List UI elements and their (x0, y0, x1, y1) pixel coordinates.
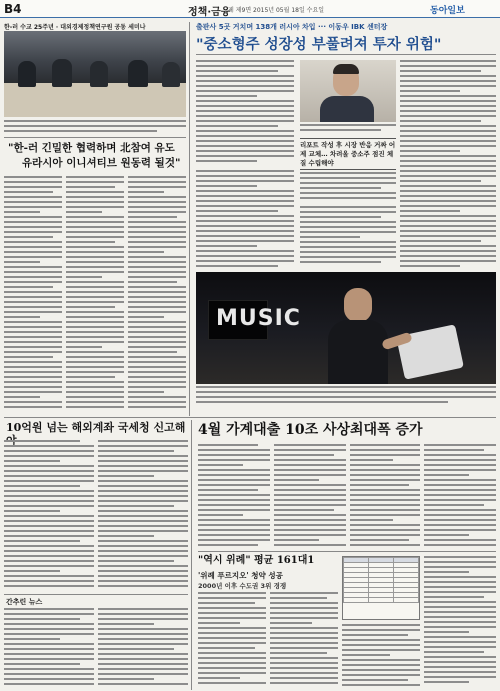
bottom-col-c (350, 444, 420, 548)
stage-caption (196, 386, 496, 414)
bottom-headline: 4월 가계대출 10조 사상최대폭 증가 (198, 422, 423, 438)
feature-rule (196, 54, 496, 55)
brief-col-b (98, 608, 188, 690)
data-table (343, 557, 419, 603)
column-divider-2 (191, 420, 192, 690)
left-headline-1: "한-러 긴밀한 협력하며 北참여 유도 (8, 142, 175, 154)
bottom-feature-subline: 2000년 이후 수도권 3위 경쟁 (198, 582, 287, 590)
feature-col-a2 (196, 170, 294, 270)
feature-col-b2 (300, 206, 396, 270)
bottom-feature-col-a (198, 592, 266, 690)
bottom-feature-col-d (424, 556, 496, 690)
page-number: B4 (4, 2, 22, 16)
feature-kicker: 출판사 5곳 거치며 138개 러시아 차입 ··· 이동우 IBK 센터장 (196, 23, 388, 31)
feature-col-a (196, 60, 294, 166)
mid-rule (4, 417, 496, 418)
stage-banner-text: MUSIC (216, 306, 301, 331)
bottom-col-a (198, 444, 270, 548)
feature-headline: "중소형주 성장성 부풀려져 투자 위험" (196, 37, 442, 53)
bottom-rule (198, 551, 496, 552)
brief-col-a (4, 608, 94, 690)
bottom-feature-headline-2: '위례 푸르지오' 청약 성공 (198, 571, 283, 580)
column-divider (189, 22, 190, 416)
page-header (0, 0, 500, 18)
bottom-feature-col-b (270, 592, 338, 690)
left2-col-b (98, 440, 188, 590)
brief-rule (4, 594, 188, 595)
stage-photo (196, 272, 496, 384)
left-col-a (4, 176, 62, 416)
left-col-b (66, 176, 124, 416)
left-col-c (128, 176, 186, 416)
date-line: 제 제9면 2015년 05월 18일 수요일 (228, 7, 325, 14)
data-table-box (342, 556, 420, 620)
feature-col-c (400, 60, 496, 270)
bottom-feature-col-c (342, 624, 420, 690)
left-headline-2: 유라시아 이니셔티브 원동력 될것" (22, 157, 181, 169)
pull-quote: 리포트 작성 후 시장 반응 거짜 어제 교체… 차려올 중소주 점진 체질 수립해야 (300, 138, 396, 170)
divider (4, 137, 186, 138)
caption-lines (4, 120, 186, 135)
briefs-heading: 간추린 뉴스 (6, 598, 43, 606)
left2-col-a (4, 440, 94, 590)
left-kicker: 한-러 수교 25주년 · 대외경제정책연구원 공동 세미나 (4, 24, 146, 31)
section-title: 정책·금융 (188, 7, 231, 18)
interviewee-caption (300, 124, 396, 136)
interviewee-photo (300, 60, 396, 122)
seminar-photo (4, 31, 186, 117)
bottom-feature-headline-1: "역시 위례" 평균 161대1 (198, 555, 315, 566)
bottom-col-b (274, 444, 346, 548)
left-story2-headline: 10억원 넘는 해외계좌 국세청 신고해야 (6, 421, 186, 447)
bottom-col-d (424, 444, 496, 548)
paper-logo: 동아일보 (430, 6, 465, 16)
feature-col-b-bottom (300, 172, 396, 204)
